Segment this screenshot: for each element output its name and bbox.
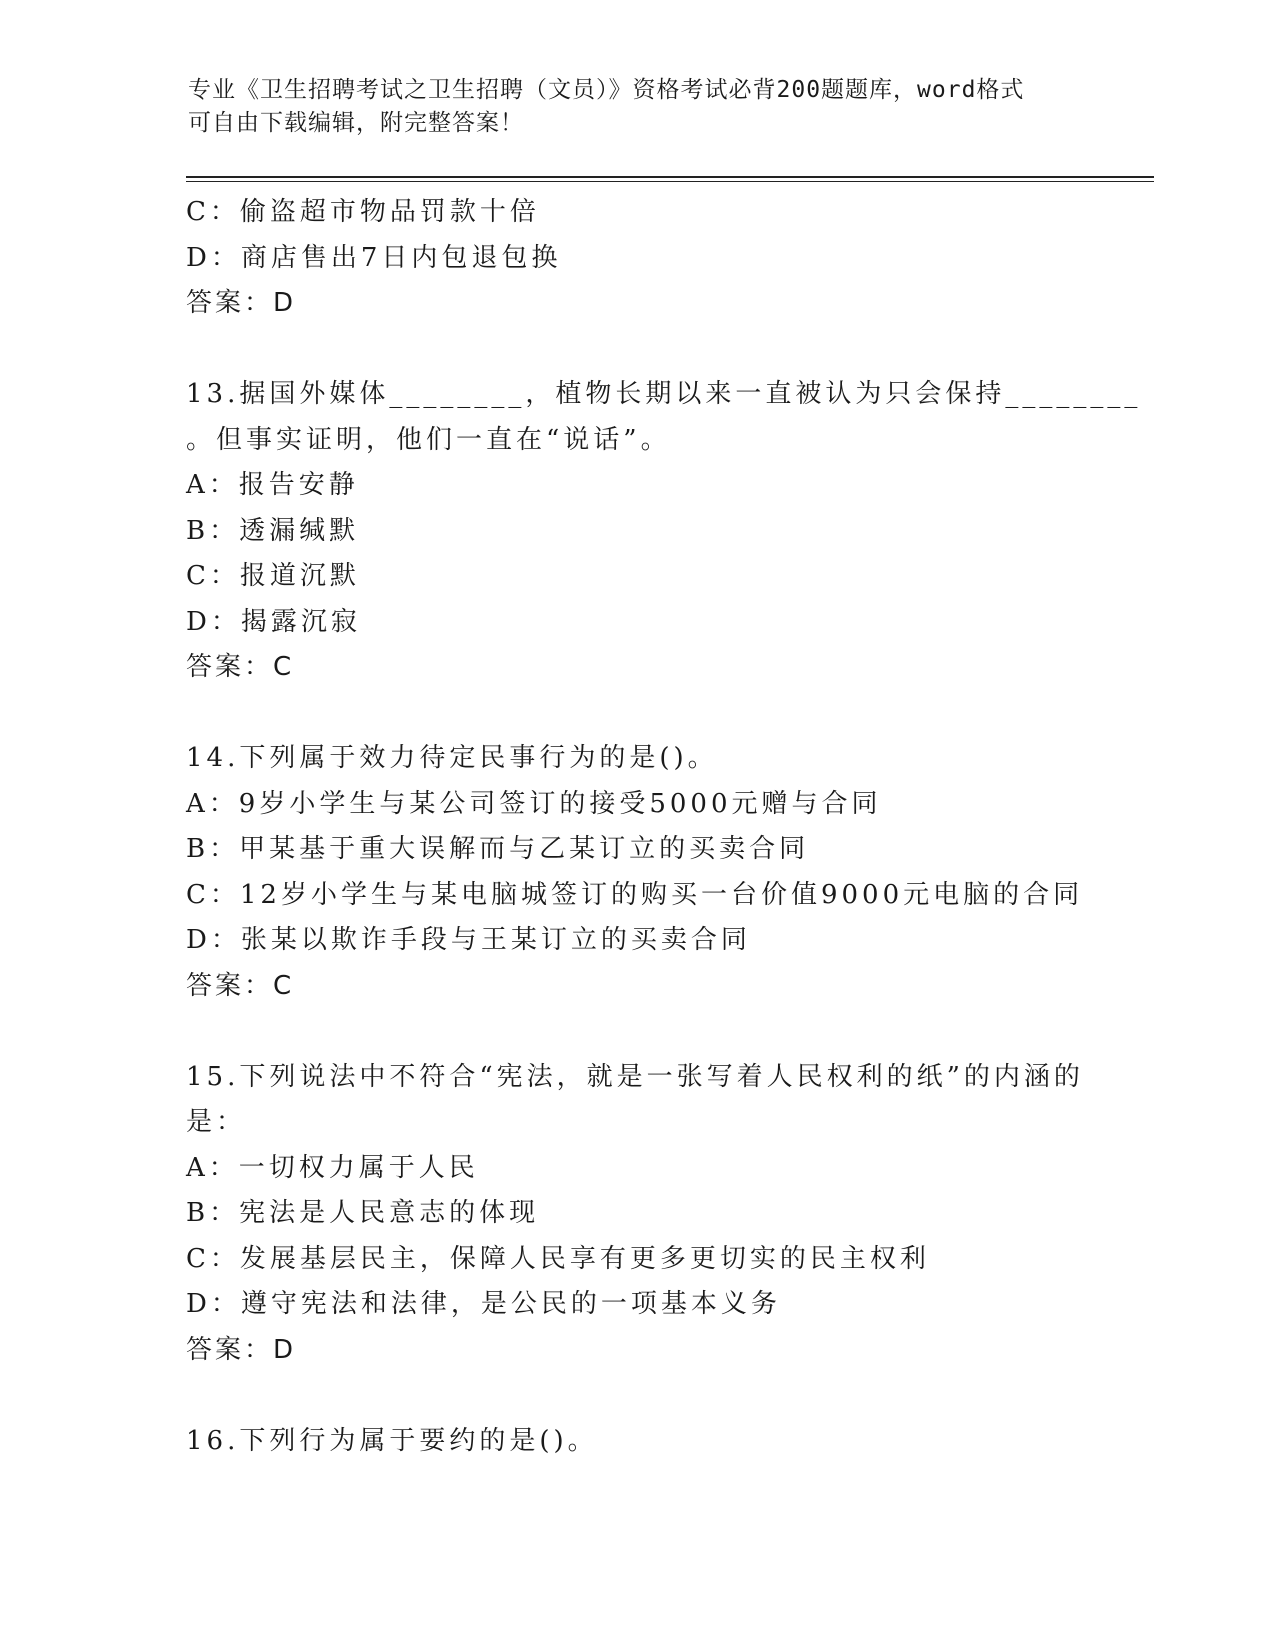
question-stem: 15.下列说法中不符合“宪法，就是一张写着人民权利的纸”的内涵的 [186,1061,1084,1092]
option-d: D：揭露沉寂 [186,606,361,637]
option-c: C：偷盗超市物品罚款十倍 [186,197,540,227]
option-c: C：发展基层民主，保障人民享有更多更切实的民主权利 [186,1243,930,1274]
question-stem-continued: 是： [186,1107,247,1137]
question-stem: 16.下列行为属于要约的是()。 [186,1425,598,1456]
option-c: C：报道沉默 [186,561,360,591]
question-stem: 14.下列属于效力待定民事行为的是()。 [186,743,718,773]
option-a: A：9岁小学生与某公司签订的接受5000元赠与合同 [186,788,882,819]
option-b: B：透漏缄默 [186,515,360,546]
option-b: B：甲某基于重大误解而与乙某订立的买卖合同 [186,834,810,864]
answer-line: 答案：D [186,288,297,318]
header-divider [186,176,1154,178]
header-line-2: 可自由下载编辑，附完整答案！ [188,110,524,136]
answer-line: 答案：C [186,970,295,1001]
question-14 [186,736,1086,1009]
answer-line: 答案：C [186,652,295,682]
option-d: D：张某以欺诈手段与王某订立的买卖合同 [186,925,751,955]
question-stem-continued: 。但事实证明，他们一直在“说话”。 [186,424,671,455]
option-a: A：报告安静 [186,470,359,500]
spacer [186,1373,1086,1419]
document-header [188,74,1088,140]
question-stem: 13.据国外媒体________，植物长期以来一直被认为只会保持________ [186,379,1142,409]
spacer [186,691,1086,737]
header-line-1: 专业《卫生招聘考试之卫生招聘（文员）》资格考试必背200题题库，word格式 [188,77,1025,103]
option-a: A：一切权力属于人民 [186,1152,479,1183]
header-divider-thin [186,181,1154,182]
spacer [186,327,1086,373]
option-b: B：宪法是人民意志的体现 [186,1198,540,1228]
option-c: C：12岁小学生与某电脑城签订的购买一台价值9000元电脑的合同 [186,879,1084,910]
question-13 [186,372,1142,691]
spacer [186,1009,1086,1055]
previous-question-tail [186,190,1086,327]
option-d: D：商店售出7日内包退包换 [186,242,562,273]
question-16 [186,1419,1086,1465]
answer-line: 答案：D [186,1334,297,1365]
question-15 [186,1055,1086,1374]
document-body [186,190,1142,1464]
option-d: D：遵守宪法和法律，是公民的一项基本义务 [186,1289,781,1319]
